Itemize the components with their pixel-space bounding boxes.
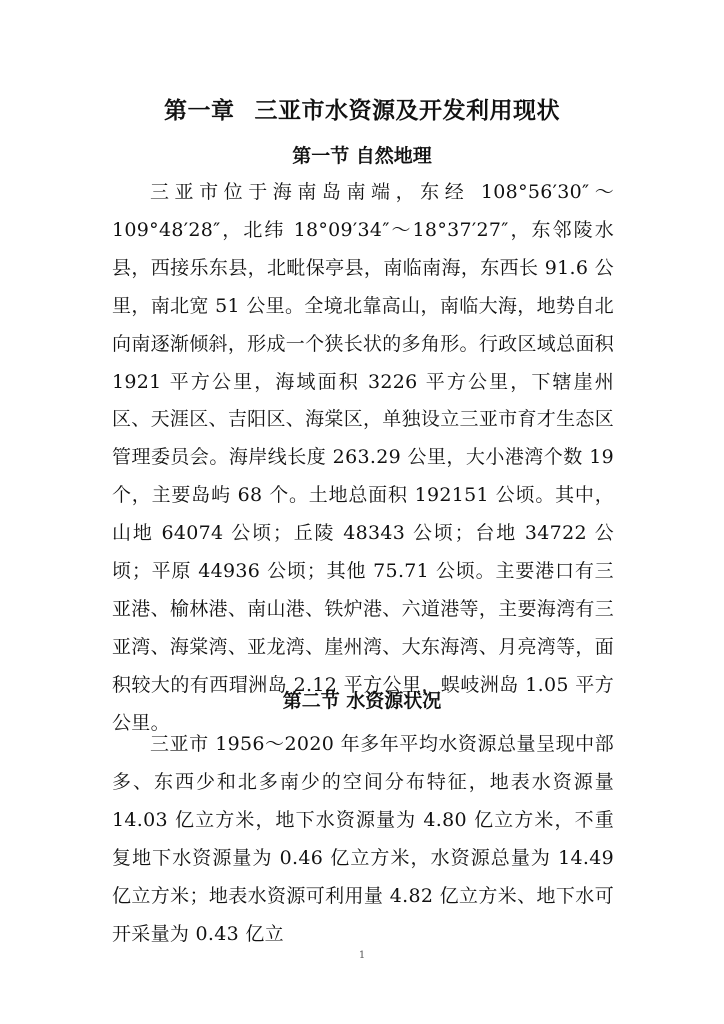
chapter-number: 第一章 [164,98,235,124]
page-number: 1 [358,950,366,961]
chapter-name: 三亚市水资源及开发利用现状 [254,98,560,124]
section-title-natural-geography: 第一节 自然地理 [292,145,432,167]
paragraph-natural-geography: 三亚市位于海南岛南端，东经 108°56′30″～109°48′28″，北纬 18°09′34″～18°37′27″，东邻陵水县，西接乐东县，北毗保亭县，南临南海，东西长 91.6 公里，南北宽 51 公里。全境北靠高山，南临大海，地势自北向南逐渐倾斜，形成一个狭长状的多角形。行政区域总面积 1921 平方公里，海域面积 3226 平方公里，下辖崖州区、天涯区、吉阳区、海棠区，单独设立三亚市育才生态区管理委员会。海岸线长度 263.29 公里，大小港湾个数 19 个，主要岛屿 68 个。土地总面积 192151 公顷。其中，山地 64074 公顷；丘陵 48343 公顷；台地 34722 公顷；平原 44936 公顷；其他 75.71 公顷。主要港口有三亚港、榆林港、南山港、铁炉港、六道港等，主要海湾有三亚湾、海棠湾、亚龙湾、崖州湾、大东海湾、月亮湾等，面积较大的有西瑁洲岛 2.12 平方公里，蜈岐洲岛 1.05 平方公里。 [112,181,614,734]
section-title-water-resources: 第二节 水资源状况 [282,690,442,712]
paragraph-water-resources: 三亚市 1956～2020 年多年平均水资源总量呈现中部多、东西少和北多南少的空间分布特征，地表水资源量 14.03 亿立方米，地下水资源量为 4.80 亿立方米，不重复地下水资源量为 0.46 亿立方米，水资源总量为 14.49 亿立方米；地表水资源可利用量 4.82 亿立方米、地下水可开采量为 0.43 亿立 [112,733,614,945]
chapter-title [0,92,724,125]
